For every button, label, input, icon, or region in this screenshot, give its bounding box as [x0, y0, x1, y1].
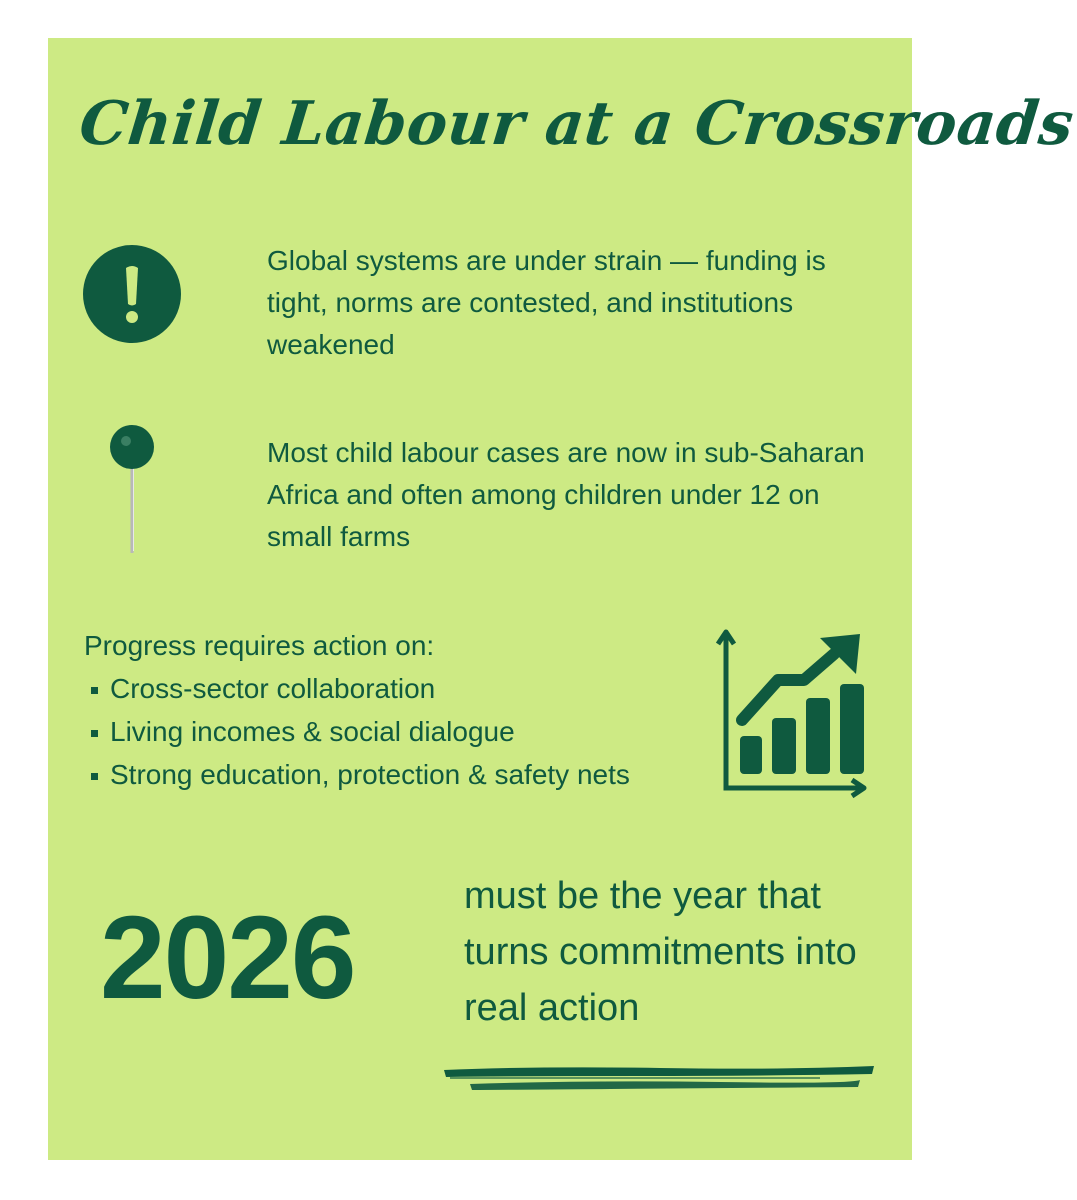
point-africa-text: Most child labour cases are now in sub-Saharan Africa and often among children under 12 on small farms [267, 437, 865, 552]
closing-text: must be the year that turns commitments into real action [464, 875, 857, 1029]
year-headline: 2026 [100, 892, 355, 1024]
brush-underline [440, 1060, 880, 1096]
list-item: Cross-sector collaboration [84, 667, 704, 710]
bullet-icon [91, 730, 98, 737]
growth-chart-icon [712, 628, 872, 798]
map-pin-icon [108, 425, 158, 555]
bullet-icon [91, 773, 98, 780]
point-strain-text: Global systems are under strain — funding is tight, norms are contested, and institutions weakened [267, 245, 826, 360]
list-item: Living incomes & social dialogue [84, 710, 704, 753]
progress-section [84, 624, 704, 796]
exclamation-icon [82, 244, 182, 344]
page-title: Child Labour at a Crossroads [76, 89, 1077, 159]
progress-list [84, 667, 704, 796]
bullet-icon [91, 687, 98, 694]
list-item: Strong education, protection & safety nets [84, 753, 704, 796]
progress-intro: Progress requires action on: [84, 630, 435, 661]
